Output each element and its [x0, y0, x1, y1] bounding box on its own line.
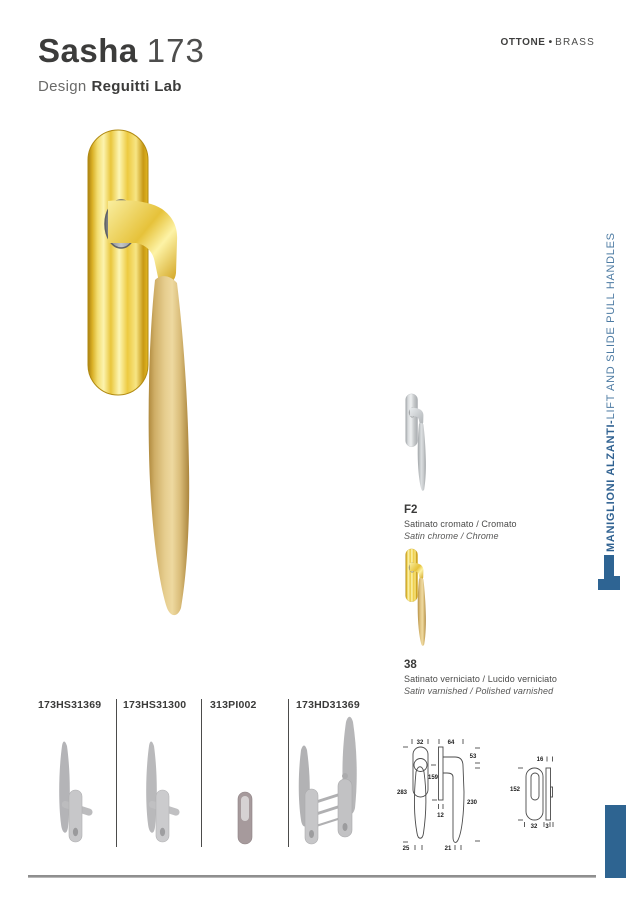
category-english: LIFT AND SLIDE PULL HANDLES [605, 232, 617, 420]
dim-height: 152 [509, 787, 521, 793]
finish-name-english: Satin varnished / Polished varnished [404, 686, 554, 696]
handle-grip [149, 276, 190, 615]
product-number: 173 [146, 32, 205, 69]
finish-name-english: Satin chrome / Chrome [404, 531, 499, 541]
variant-image-313PI002 [236, 791, 256, 845]
finish-38-block [404, 659, 594, 696]
dim-top-offset: 53 [469, 754, 477, 760]
material-bullet: • [548, 37, 553, 48]
dim-grip-length: 230 [466, 800, 478, 806]
product-code: 313PI002 [210, 699, 257, 711]
designer-name: Reguitti Lab [91, 78, 182, 95]
dim-projection: 64 [447, 740, 455, 746]
page-title [38, 32, 205, 70]
main-product-image [70, 127, 200, 625]
product-name: Sasha [38, 32, 138, 69]
product-code: 173HS31300 [123, 699, 187, 711]
handle-backplate [88, 130, 148, 395]
variant-image-173HS31369 [45, 738, 105, 848]
material-english: BRASS [555, 37, 595, 48]
finish-name-italian: Satinato verniciato / Lucido verniciato [404, 674, 557, 684]
design-label: Design [38, 78, 87, 95]
dim-plate-height: 159 [427, 775, 439, 781]
tech-drawing-handle [395, 732, 487, 854]
product-code: 173HS31369 [38, 699, 102, 711]
handle-backplate [406, 394, 418, 447]
category-italian: MANIGLIONI ALZANTI [605, 423, 617, 552]
pull-handle-icon [598, 555, 622, 593]
footer-rule [28, 875, 596, 878]
variant-image-173HS31300 [132, 738, 192, 848]
material-italian: OTTONE [500, 37, 546, 48]
finish-f2-image [402, 393, 428, 493]
column-divider [116, 699, 117, 847]
handle-grip [418, 578, 426, 646]
page-edge-marker [605, 805, 626, 878]
dim-total-height: 283 [396, 790, 408, 796]
finish-code: F2 [404, 504, 418, 516]
handle-backplate [406, 549, 418, 602]
finish-f2-block [404, 504, 594, 541]
material-label [500, 37, 595, 48]
dim-bottom-left: 25 [402, 846, 410, 852]
category-separator: - [605, 419, 617, 424]
dim-bottom-right: 21 [444, 846, 452, 852]
column-divider [201, 699, 202, 847]
dim-top-width: 16 [536, 757, 544, 763]
variant-image-173HD31369 [288, 714, 373, 849]
designer-line [38, 78, 182, 95]
dim-plate-width: 32 [416, 740, 424, 746]
dim-width: 32 [530, 824, 538, 830]
product-code: 173HD31369 [296, 699, 360, 711]
category-vertical-label [605, 172, 621, 552]
finish-name-italian: Satinato cromato / Cromato [404, 519, 517, 529]
finish-38-image [402, 548, 428, 648]
dim-thickness: 12 [437, 813, 444, 819]
tech-drawing-flush-pull [506, 750, 566, 830]
handle-grip [418, 423, 426, 491]
dim-thickness: 3 [545, 824, 549, 830]
finish-code: 38 [404, 659, 417, 671]
